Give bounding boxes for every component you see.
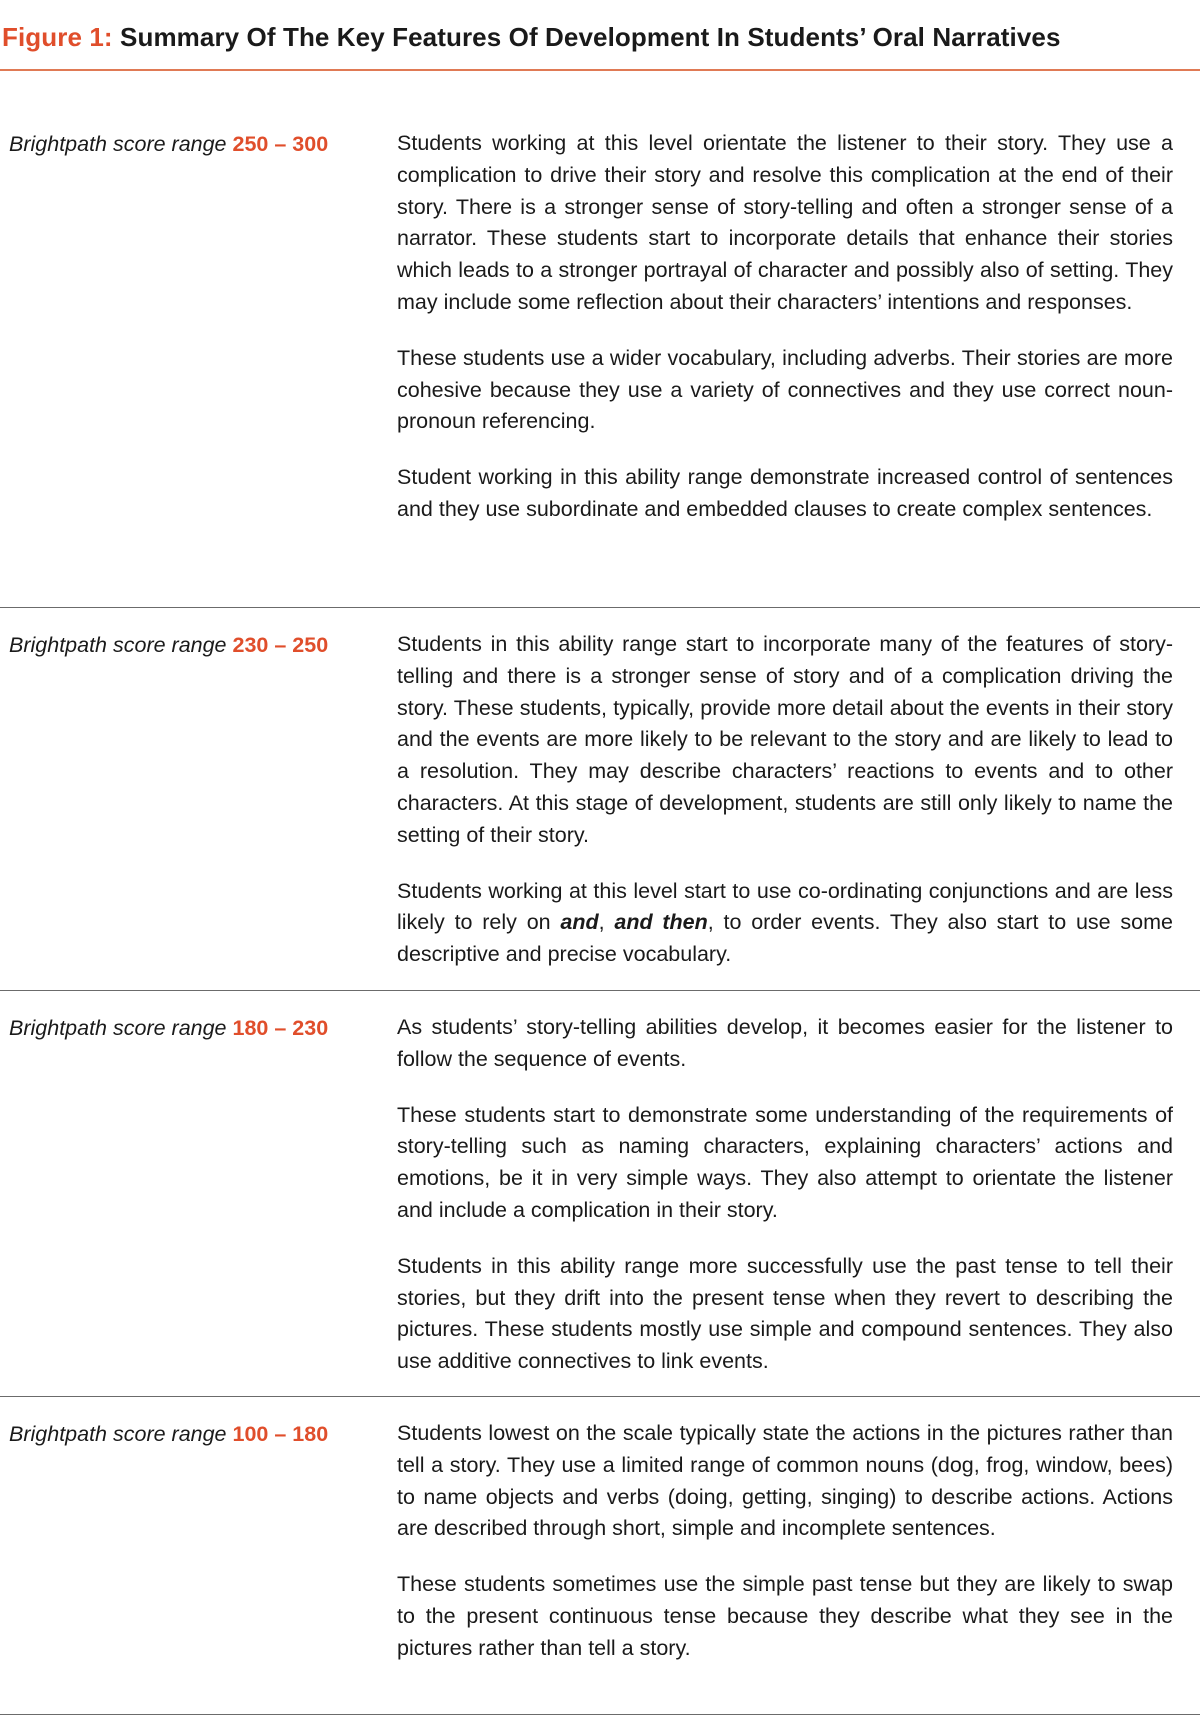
band-divider [0, 1714, 1200, 1715]
band-divider [0, 1396, 1200, 1397]
band-label [9, 1418, 328, 1450]
band-divider [0, 607, 1200, 608]
band-paragraph: These students sometimes use the simple past tense but they are likely to swap to the present continuous tense because they describe what they see in the pictures rather than tell a story. [397, 1572, 1173, 1660]
title-underline [0, 69, 1200, 71]
band-score-range: 230 – 250 [232, 633, 329, 657]
band-paragraph [397, 876, 1173, 971]
band-label-prefix: Brightpath score range [9, 132, 227, 156]
figure-label: Figure 1: [2, 22, 113, 52]
band-paragraph: Students in this ability range start to incorporate many of the features of story-telling and there is a stronger sense of story and of a complication driving the story. These students, typically, provide more detail about the events in their story and the events are more likely to be relevant to the story and are likely to lead to a resolution. They may describe characters’ reactions to events and to other characters. At this stage of development, students are still only likely to name the setting of their story. [397, 632, 1173, 847]
band-divider [0, 990, 1200, 991]
band-description [397, 1418, 1173, 1665]
figure-title-text: Summary Of The Key Features Of Development In Students’ Oral Narratives [120, 22, 1061, 52]
paragraph-text: Students working at this level start to use co-ordinating conjunctions and are less likely to rely on [397, 878, 1173, 935]
band-score-range: 100 – 180 [232, 1422, 329, 1446]
band-label-prefix: Brightpath score range [9, 1016, 227, 1040]
band-paragraph: Students working at this level orientate the listener to their story. They use a complication to drive their story and resolve this complication at the end of their story. There is a stronger sense of story-telling and often a stronger sense of a narrator. These students start to incorporate details that enhance their stories which leads to a stronger portrayal of character and possibly also of setting. They may include some reflection about their characters’ intentions and responses. [397, 131, 1173, 314]
band-paragraph: As students’ story-telling abilities develop, it becomes easier for the listener to follow the sequence of events. [397, 1015, 1173, 1071]
figure-title [2, 22, 1061, 53]
band-paragraph: Students in this ability range more successfully use the past tense to tell their stories, but they drift into the present tense when they revert to describing the pictures. These students mostly use simple and compound sentences. They also use additive connectives to link events. [397, 1253, 1173, 1374]
emphasis-and-then: and then [614, 910, 708, 935]
band-description [397, 629, 1173, 971]
band-score-range: 180 – 230 [232, 1016, 329, 1040]
band-paragraph: These students use a wider vocabulary, including adverbs. Their stories are more cohesive because they use a variety of connectives and they use correct noun-pronoun referencing. [397, 345, 1173, 434]
band-description [397, 1012, 1173, 1378]
band-paragraph: Students lowest on the scale typically state the actions in the pictures rather than tell a story. They use a limited range of common nouns (dog, frog, window, bees) to name objects and verbs (doing, getting, singing) to describe actions. Actions are described through short, simple and incomplete sentences. [397, 1421, 1173, 1541]
band-description [397, 128, 1173, 526]
band-paragraph: These students start to demonstrate some understanding of the requirements of story-telling such as naming characters, explaining characters’ actions and emotions, be it in very simple ways. They also attempt to orientate the listener and include a complication in their story. [397, 1102, 1173, 1222]
band-label [9, 1012, 328, 1044]
band-label-prefix: Brightpath score range [9, 633, 227, 657]
band-label [9, 128, 328, 160]
band-label [9, 629, 328, 661]
band-paragraph: Student working in this ability range demonstrate increased control of sentences and they use subordinate and embedded clauses to create complex sentences. [397, 465, 1173, 521]
band-score-range: 250 – 300 [232, 132, 329, 156]
paragraph-text: , to order events. They also start to use some descriptive and precise vocabulary. [397, 910, 1173, 967]
band-label-prefix: Brightpath score range [9, 1422, 227, 1446]
emphasis-and: and [560, 910, 599, 935]
paragraph-text: , [598, 910, 615, 935]
